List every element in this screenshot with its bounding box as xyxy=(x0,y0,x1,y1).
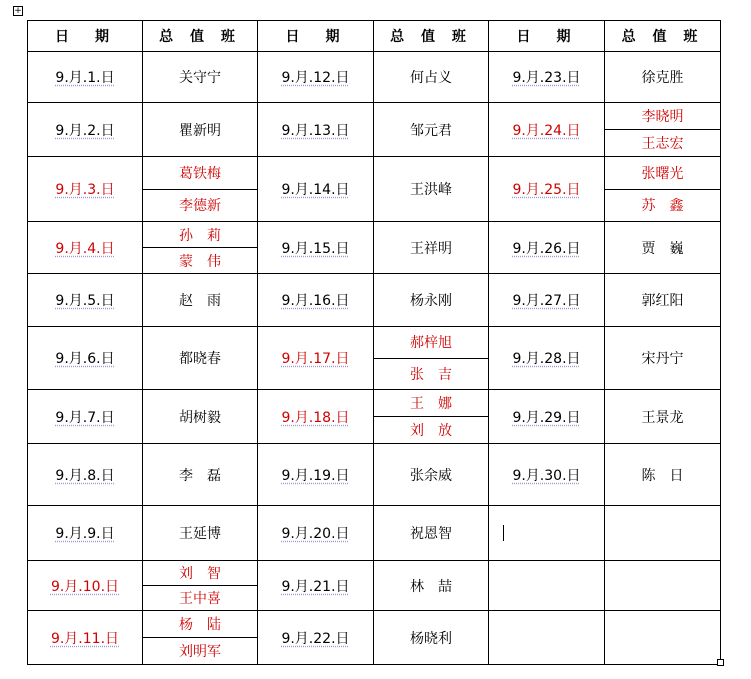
date-cell[interactable] xyxy=(489,327,605,390)
table-row xyxy=(28,390,721,444)
header-duty-1: 总 值 班 xyxy=(143,21,258,52)
date-text: 9.月.7.日 xyxy=(55,409,115,426)
date-cell[interactable] xyxy=(258,274,374,327)
date-text: 9.月.2.日 xyxy=(55,122,115,139)
date-cell[interactable] xyxy=(28,561,143,611)
date-text: 9.月.3.日 xyxy=(55,182,115,198)
duty-name: 都晓春 xyxy=(179,351,221,367)
date-cell[interactable] xyxy=(489,506,605,561)
date-text: 9.月.18.日 xyxy=(281,409,350,426)
duty-cell[interactable] xyxy=(374,274,489,327)
duty-name: 张 吉 xyxy=(374,358,488,390)
date-cell[interactable] xyxy=(258,506,374,561)
duty-name: 王洪峰 xyxy=(410,182,452,198)
table-row xyxy=(28,444,721,506)
table-row xyxy=(28,52,721,103)
date-text: 9.月.16.日 xyxy=(281,293,350,309)
date-text: 9.月.30.日 xyxy=(512,467,581,484)
split-duty-names xyxy=(374,390,488,443)
duty-cell[interactable] xyxy=(143,611,258,665)
date-text: 9.月.10.日 xyxy=(50,578,120,595)
split-duty-names xyxy=(143,157,257,221)
date-text: 9.月.29.日 xyxy=(512,409,581,426)
duty-cell[interactable] xyxy=(605,561,721,611)
duty-name: 宋丹宁 xyxy=(641,351,684,367)
table-row xyxy=(28,506,721,561)
date-cell[interactable] xyxy=(258,103,374,157)
split-duty-names xyxy=(605,157,720,221)
date-text: 9.月.20.日 xyxy=(281,526,350,542)
duty-name: 瞿新明 xyxy=(179,122,221,139)
text-cursor xyxy=(503,525,504,541)
duty-name: 刘 放 xyxy=(374,416,488,443)
table-row xyxy=(28,561,721,611)
date-text: 9.月.17.日 xyxy=(281,351,350,367)
date-cell[interactable] xyxy=(28,390,143,444)
duty-cell[interactable] xyxy=(605,390,721,444)
duty-cell[interactable] xyxy=(374,222,489,274)
date-text: 9.月.14.日 xyxy=(281,182,350,198)
date-text: 9.月.19.日 xyxy=(281,467,350,484)
header-duty-3: 总 值 班 xyxy=(605,21,721,52)
duty-cell[interactable] xyxy=(374,506,489,561)
date-text: 9.月.25.日 xyxy=(512,182,581,198)
duty-name: 徐克胜 xyxy=(641,70,684,86)
duty-name: 李 磊 xyxy=(179,467,221,484)
date-cell[interactable] xyxy=(28,222,143,274)
duty-cell[interactable] xyxy=(143,561,258,611)
date-cell[interactable] xyxy=(489,561,605,611)
duty-cell[interactable] xyxy=(143,103,258,157)
duty-name: 郝梓旭 xyxy=(410,335,452,352)
duty-name: 杨 陆 xyxy=(179,617,221,633)
date-cell[interactable] xyxy=(489,274,605,327)
split-duty-names xyxy=(605,103,720,156)
header-date-1: 日 期 xyxy=(28,21,143,52)
duty-cell[interactable] xyxy=(374,611,489,665)
date-text: 9.月.1.日 xyxy=(55,70,115,86)
date-text: 9.月.11.日 xyxy=(50,630,120,647)
duty-name: 郭红阳 xyxy=(641,293,684,309)
date-cell[interactable] xyxy=(489,157,605,222)
duty-cell[interactable] xyxy=(143,444,258,506)
header-date-2: 日 期 xyxy=(258,21,374,52)
table-row xyxy=(28,611,721,665)
date-cell[interactable] xyxy=(28,52,143,103)
duty-name: 王祥明 xyxy=(410,240,452,257)
duty-cell[interactable] xyxy=(374,157,489,222)
duty-name: 杨永刚 xyxy=(410,293,452,309)
date-text: 9.月.6.日 xyxy=(55,351,115,367)
date-cell[interactable] xyxy=(28,157,143,222)
duty-cell[interactable] xyxy=(374,444,489,506)
date-cell[interactable] xyxy=(258,222,374,274)
duty-name: 贾 巍 xyxy=(641,240,684,257)
duty-cell[interactable] xyxy=(605,611,721,665)
date-cell[interactable] xyxy=(489,390,605,444)
duty-cell[interactable] xyxy=(143,157,258,222)
duty-cell[interactable] xyxy=(605,103,721,157)
duty-name: 何占义 xyxy=(410,70,452,86)
split-duty-names xyxy=(143,561,257,610)
date-cell[interactable] xyxy=(489,222,605,274)
duty-name: 王志宏 xyxy=(605,129,720,156)
duty-name: 赵 雨 xyxy=(179,293,221,309)
date-text: 9.月.13.日 xyxy=(281,122,350,139)
duty-cell[interactable] xyxy=(605,327,721,390)
header-row xyxy=(28,21,721,52)
duty-name: 王景龙 xyxy=(641,409,684,426)
date-cell[interactable] xyxy=(28,327,143,390)
duty-name: 孙 莉 xyxy=(179,227,221,244)
header-date-3: 日 期 xyxy=(489,21,605,52)
date-cell[interactable] xyxy=(258,52,374,103)
duty-name: 刘明军 xyxy=(143,637,257,664)
date-cell[interactable] xyxy=(258,327,374,390)
date-text: 9.月.8.日 xyxy=(55,467,115,484)
date-text: 9.月.27.日 xyxy=(512,293,581,309)
date-cell[interactable] xyxy=(489,52,605,103)
duty-name: 蒙 伟 xyxy=(143,247,257,273)
date-cell[interactable] xyxy=(28,103,143,157)
duty-name: 苏 鑫 xyxy=(605,189,720,222)
duty-cell[interactable] xyxy=(374,103,489,157)
date-text: 9.月.23.日 xyxy=(512,70,581,86)
duty-cell[interactable] xyxy=(143,274,258,327)
duty-name: 祝恩智 xyxy=(410,526,452,542)
date-text: 9.月.22.日 xyxy=(281,630,350,647)
duty-name: 李晓明 xyxy=(641,109,684,125)
duty-cell[interactable] xyxy=(605,222,721,274)
split-duty-names xyxy=(143,611,257,664)
date-cell[interactable] xyxy=(258,390,374,444)
duty-name: 王中喜 xyxy=(143,585,257,610)
date-cell[interactable] xyxy=(28,506,143,561)
duty-name: 王延博 xyxy=(179,526,221,542)
date-cell[interactable] xyxy=(258,444,374,506)
date-cell[interactable] xyxy=(489,444,605,506)
roster-body xyxy=(28,52,721,665)
duty-cell[interactable] xyxy=(143,52,258,103)
table-row xyxy=(28,327,721,390)
duty-name: 刘 智 xyxy=(179,566,221,582)
duty-name: 张曙光 xyxy=(641,165,684,182)
date-cell[interactable] xyxy=(258,157,374,222)
duty-cell[interactable] xyxy=(605,274,721,327)
duty-cell[interactable] xyxy=(605,506,721,561)
date-text: 9.月.28.日 xyxy=(512,351,581,367)
table-row xyxy=(28,222,721,274)
date-text: 9.月.21.日 xyxy=(281,578,350,595)
duty-name: 张余威 xyxy=(410,467,452,484)
duty-name: 王 娜 xyxy=(410,396,452,412)
duty-name: 邹元君 xyxy=(410,122,452,139)
date-text: 9.月.24.日 xyxy=(512,122,581,139)
date-cell[interactable] xyxy=(28,274,143,327)
duty-cell[interactable] xyxy=(143,327,258,390)
table-row xyxy=(28,157,721,222)
duty-cell[interactable] xyxy=(605,52,721,103)
duty-cell[interactable] xyxy=(143,390,258,444)
date-text: 9.月.4.日 xyxy=(55,240,115,257)
date-text: 9.月.5.日 xyxy=(55,293,115,309)
duty-name: 杨晓利 xyxy=(410,630,452,647)
date-cell[interactable] xyxy=(258,611,374,665)
table-resize-handle[interactable] xyxy=(717,659,724,666)
duty-name: 陈 日 xyxy=(641,467,684,484)
duty-roster-table xyxy=(27,20,721,665)
date-cell[interactable] xyxy=(28,611,143,665)
date-text: 9.月.15.日 xyxy=(281,240,350,257)
date-cell[interactable] xyxy=(258,561,374,611)
duty-cell[interactable] xyxy=(374,52,489,103)
duty-name: 关守宁 xyxy=(179,70,221,86)
date-text: 9.月.12.日 xyxy=(281,70,350,86)
duty-cell[interactable] xyxy=(143,222,258,274)
duty-name: 葛铁梅 xyxy=(179,165,221,182)
header-duty-2: 总 值 班 xyxy=(374,21,489,52)
duty-name: 李德新 xyxy=(143,189,257,222)
date-cell[interactable] xyxy=(489,103,605,157)
date-cell[interactable] xyxy=(28,444,143,506)
split-duty-names xyxy=(374,327,488,389)
table-row xyxy=(28,274,721,327)
duty-cell[interactable] xyxy=(143,506,258,561)
duty-cell[interactable] xyxy=(374,327,489,390)
duty-name: 胡树毅 xyxy=(179,409,221,426)
date-cell[interactable] xyxy=(489,611,605,665)
split-duty-names xyxy=(143,222,257,273)
duty-name: 林 喆 xyxy=(410,578,452,595)
table-row xyxy=(28,103,721,157)
table-move-handle[interactable]: + xyxy=(14,6,22,16)
duty-cell[interactable] xyxy=(374,561,489,611)
date-text: 9.月.9.日 xyxy=(55,526,115,542)
duty-cell[interactable] xyxy=(374,390,489,444)
duty-cell[interactable] xyxy=(605,157,721,222)
date-text: 9.月.26.日 xyxy=(512,240,581,257)
duty-cell[interactable] xyxy=(605,444,721,506)
